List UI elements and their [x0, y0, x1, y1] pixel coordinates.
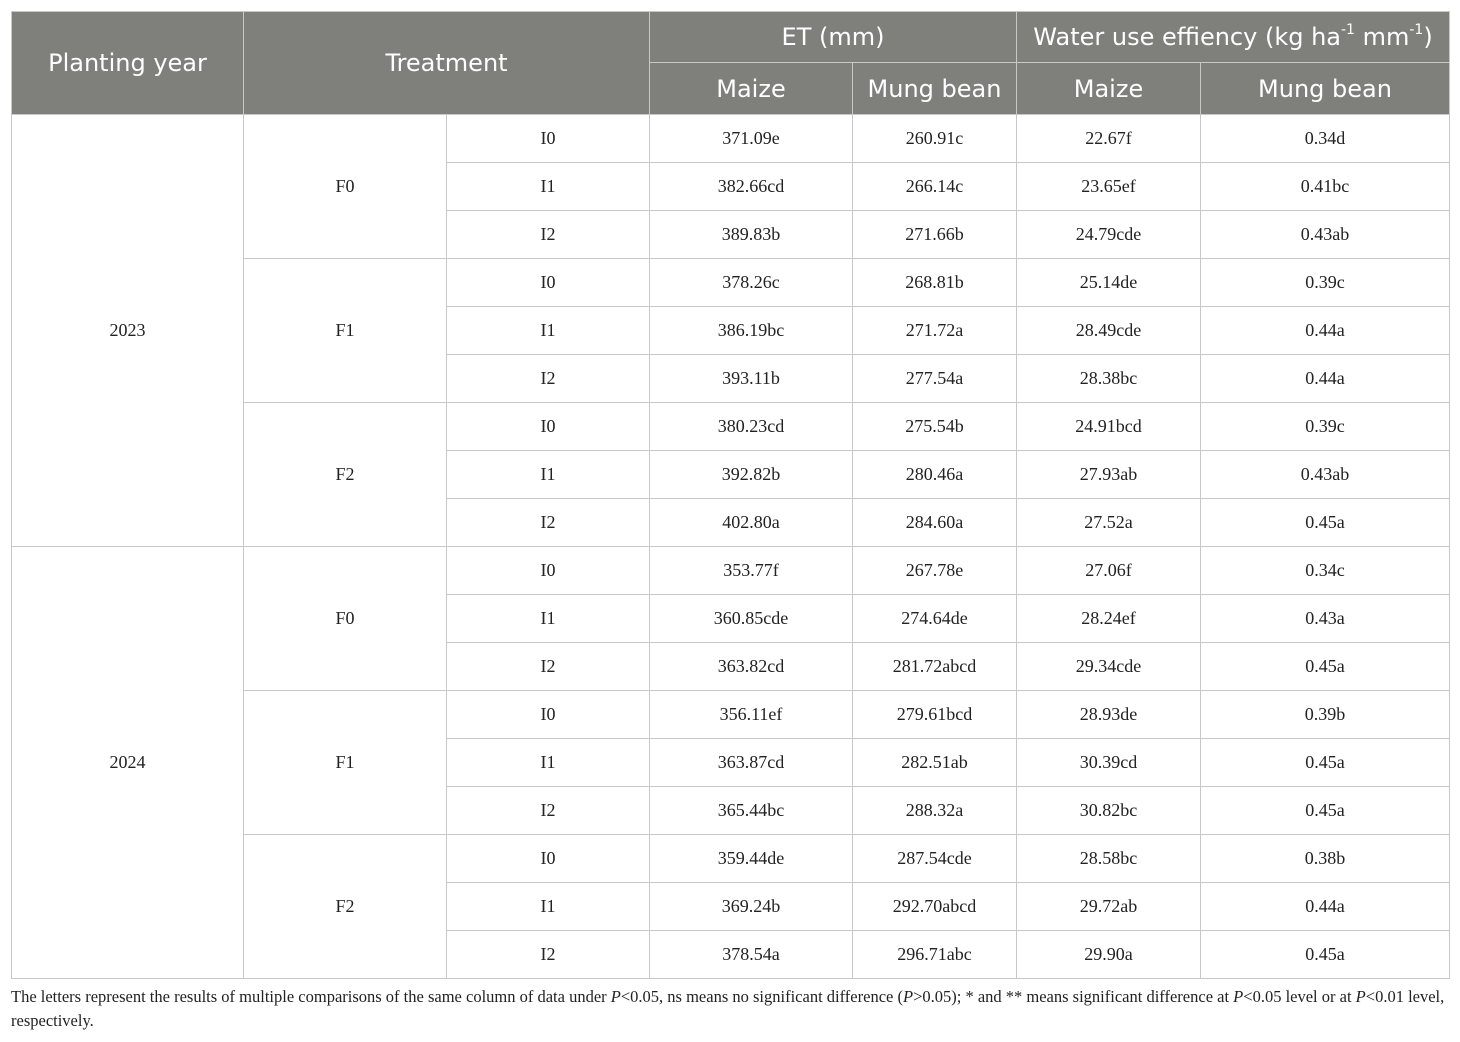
header-et-mung-bean: Mung bean [853, 63, 1017, 115]
wue-sup-1: -1 [1341, 22, 1355, 38]
cell-wue-maize: 29.90a [1017, 931, 1201, 979]
cell-et-maize: 356.11ef [650, 691, 853, 739]
cell-et-maize: 380.23cd [650, 403, 853, 451]
cell-et-mung-bean: 260.91c [853, 115, 1017, 163]
cell-wue-maize: 28.49cde [1017, 307, 1201, 355]
cell-wue-mung-bean: 0.38b [1201, 835, 1450, 883]
cell-wue-mung-bean: 0.45a [1201, 643, 1450, 691]
cell-et-mung-bean: 271.72a [853, 307, 1017, 355]
header-treatment: Treatment [244, 12, 650, 115]
cell-wue-mung-bean: 0.44a [1201, 355, 1450, 403]
cell-et-maize: 386.19bc [650, 307, 853, 355]
cell-wue-mung-bean: 0.45a [1201, 739, 1450, 787]
cell-irrigation-level: I0 [447, 835, 650, 883]
cell-et-mung-bean: 271.66b [853, 211, 1017, 259]
cell-et-mung-bean: 292.70abcd [853, 883, 1017, 931]
cell-wue-mung-bean: 0.45a [1201, 499, 1450, 547]
cell-et-mung-bean: 296.71abc [853, 931, 1017, 979]
header-wue [1017, 12, 1450, 63]
cell-et-mung-bean: 280.46a [853, 451, 1017, 499]
cell-irrigation-level: I2 [447, 211, 650, 259]
cell-irrigation-level: I0 [447, 403, 650, 451]
header-et: ET (mm) [650, 12, 1017, 63]
cell-wue-maize: 29.34cde [1017, 643, 1201, 691]
cell-wue-maize: 27.93ab [1017, 451, 1201, 499]
cell-irrigation-level: I0 [447, 547, 650, 595]
cell-wue-maize: 23.65ef [1017, 163, 1201, 211]
cell-et-maize: 363.87cd [650, 739, 853, 787]
cell-fertilizer-level: F1 [244, 259, 447, 403]
cell-wue-maize: 28.38bc [1017, 355, 1201, 403]
cell-fertilizer-level: F0 [244, 547, 447, 691]
cell-et-mung-bean: 268.81b [853, 259, 1017, 307]
cell-wue-maize: 22.67f [1017, 115, 1201, 163]
header-planting-year: Planting year [12, 12, 244, 115]
cell-wue-maize: 24.79cde [1017, 211, 1201, 259]
cell-et-maize: 402.80a [650, 499, 853, 547]
cell-wue-maize: 30.39cd [1017, 739, 1201, 787]
cell-fertilizer-level: F0 [244, 115, 447, 259]
cell-irrigation-level: I1 [447, 307, 650, 355]
cell-wue-maize: 28.93de [1017, 691, 1201, 739]
cell-wue-mung-bean: 0.45a [1201, 787, 1450, 835]
cell-et-mung-bean: 275.54b [853, 403, 1017, 451]
header-wue-mung-bean: Mung bean [1201, 63, 1450, 115]
cell-irrigation-level: I2 [447, 787, 650, 835]
cell-wue-maize: 29.72ab [1017, 883, 1201, 931]
cell-wue-maize: 28.58bc [1017, 835, 1201, 883]
cell-wue-maize: 28.24ef [1017, 595, 1201, 643]
header-wue-maize: Maize [1017, 63, 1201, 115]
cell-irrigation-level: I2 [447, 931, 650, 979]
cell-wue-mung-bean: 0.39c [1201, 259, 1450, 307]
cell-et-mung-bean: 267.78e [853, 547, 1017, 595]
cell-irrigation-level: I1 [447, 163, 650, 211]
cell-wue-mung-bean: 0.34d [1201, 115, 1450, 163]
cell-wue-mung-bean: 0.43ab [1201, 211, 1450, 259]
cell-planting-year: 2023 [12, 115, 244, 547]
cell-et-maize: 393.11b [650, 355, 853, 403]
cell-irrigation-level: I1 [447, 595, 650, 643]
cell-irrigation-level: I0 [447, 691, 650, 739]
cell-wue-mung-bean: 0.45a [1201, 931, 1450, 979]
cell-irrigation-level: I0 [447, 115, 650, 163]
cell-fertilizer-level: F2 [244, 403, 447, 547]
cell-wue-mung-bean: 0.44a [1201, 307, 1450, 355]
data-table [11, 11, 1450, 979]
cell-et-maize: 365.44bc [650, 787, 853, 835]
cell-et-mung-bean: 279.61bcd [853, 691, 1017, 739]
cell-wue-maize: 24.91bcd [1017, 403, 1201, 451]
cell-et-maize: 389.83b [650, 211, 853, 259]
cell-wue-mung-bean: 0.34c [1201, 547, 1450, 595]
cell-wue-mung-bean: 0.41bc [1201, 163, 1450, 211]
cell-et-maize: 359.44de [650, 835, 853, 883]
cell-et-maize: 369.24b [650, 883, 853, 931]
cell-et-maize: 360.85cde [650, 595, 853, 643]
wue-suffix: ) [1423, 23, 1433, 51]
cell-irrigation-level: I0 [447, 259, 650, 307]
wue-sup-2: -1 [1409, 22, 1424, 38]
wue-prefix: Water use effiency (kg ha [1033, 23, 1341, 51]
wue-mid: mm [1354, 23, 1410, 51]
cell-fertilizer-level: F1 [244, 691, 447, 835]
cell-et-maize: 382.66cd [650, 163, 853, 211]
cell-wue-mung-bean: 0.43a [1201, 595, 1450, 643]
cell-wue-mung-bean: 0.39b [1201, 691, 1450, 739]
cell-et-maize: 392.82b [650, 451, 853, 499]
cell-wue-maize: 27.52a [1017, 499, 1201, 547]
cell-et-mung-bean: 282.51ab [853, 739, 1017, 787]
table-row [12, 547, 1450, 595]
cell-et-mung-bean: 281.72abcd [853, 643, 1017, 691]
cell-irrigation-level: I2 [447, 355, 650, 403]
cell-wue-maize: 25.14de [1017, 259, 1201, 307]
header-et-maize: Maize [650, 63, 853, 115]
table-row [12, 115, 1450, 163]
cell-wue-maize: 27.06f [1017, 547, 1201, 595]
cell-wue-mung-bean: 0.43ab [1201, 451, 1450, 499]
cell-et-maize: 363.82cd [650, 643, 853, 691]
cell-et-mung-bean: 274.64de [853, 595, 1017, 643]
cell-et-maize: 378.26c [650, 259, 853, 307]
cell-irrigation-level: I2 [447, 643, 650, 691]
cell-et-maize: 371.09e [650, 115, 853, 163]
table-body [12, 115, 1450, 979]
cell-et-mung-bean: 277.54a [853, 355, 1017, 403]
cell-wue-mung-bean: 0.44a [1201, 883, 1450, 931]
cell-et-mung-bean: 288.32a [853, 787, 1017, 835]
cell-irrigation-level: I2 [447, 499, 650, 547]
cell-irrigation-level: I1 [447, 739, 650, 787]
cell-wue-maize: 30.82bc [1017, 787, 1201, 835]
cell-wue-mung-bean: 0.39c [1201, 403, 1450, 451]
cell-irrigation-level: I1 [447, 451, 650, 499]
cell-et-mung-bean: 266.14c [853, 163, 1017, 211]
table-footnote: The letters represent the results of multiple comparisons of the same column of data under P<0.05, ns means no significant difference (P>0.05); * and ** means significant difference at P<0.05 level or at P<0.01 level, respectively. [11, 987, 1445, 1030]
cell-et-mung-bean: 287.54cde [853, 835, 1017, 883]
cell-et-maize: 353.77f [650, 547, 853, 595]
cell-et-maize: 378.54a [650, 931, 853, 979]
cell-planting-year: 2024 [12, 547, 244, 979]
cell-fertilizer-level: F2 [244, 835, 447, 979]
cell-irrigation-level: I1 [447, 883, 650, 931]
cell-et-mung-bean: 284.60a [853, 499, 1017, 547]
